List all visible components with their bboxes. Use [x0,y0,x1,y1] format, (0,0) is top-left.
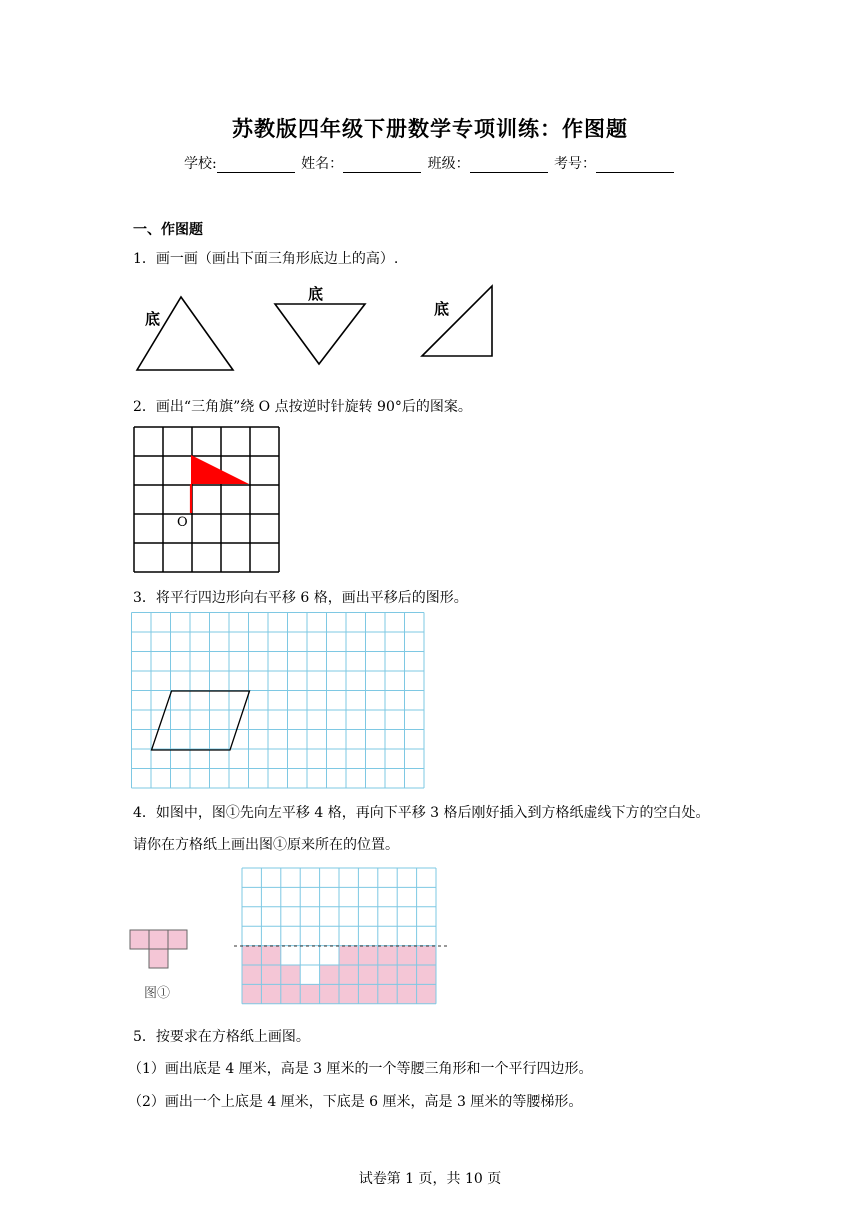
pink-cell [281,965,300,984]
question-4-text-line1: 4．如图中，图①先向左平移 4 格，再向下平移 3 格后刚好插入到方格纸虚线下方的空白处。 [133,805,710,821]
pink-cell [378,984,397,1003]
pink-cell [320,984,339,1003]
base-label-1: 底 [145,310,161,328]
school-blank[interactable] [217,158,295,173]
question-5-sub2: （2）画出一个上底是 4 厘米，下底是 6 厘米，高是 3 厘米的等腰梯形。 [128,1094,583,1110]
pink-cell [339,946,358,965]
pink-cell [261,946,280,965]
name-label: 姓名： [301,156,344,172]
question-4-grid [232,867,452,1009]
question-5-text: 5．按要求在方格纸上画图。 [133,1029,310,1045]
figure-1-label: 图① [144,986,171,1001]
page-title: 苏教版四年级下册数学专项训练：作图题 [232,116,628,141]
pink-cell [358,984,377,1003]
triangle-2 [275,304,365,364]
triangle-flag [191,455,249,484]
pink-cell [358,946,377,965]
pink-cell [397,965,416,984]
pink-cell [242,984,261,1003]
rotation-point-label: O [177,515,188,530]
pink-cell [300,984,319,1003]
triangle-1 [137,297,233,370]
question-1-triangles [125,280,505,375]
pink-cell [242,946,261,965]
pink-cell [417,946,436,965]
question-3-text: 3．将平行四边形向右平移 6 格，画出平移后的图形。 [133,590,468,606]
class-blank[interactable] [470,158,548,173]
class-label: 班级： [427,156,470,172]
figure-1-cell [130,930,149,949]
pink-cell [397,946,416,965]
page-footer: 试卷第 1 页，共 10 页 [358,1171,502,1187]
question-2-text: 2．画出“三角旗”绕 O 点按逆时针旋转 90°后的图案。 [133,399,472,415]
question-3-grid [131,612,428,792]
figure-1 [128,925,192,1005]
translation-grid [132,613,425,789]
pink-cell [378,965,397,984]
exam-number-blank[interactable] [596,158,674,173]
pink-cell [261,965,280,984]
section-title: 一、作图题 [133,222,203,238]
question-2-grid [133,426,281,574]
question-4-text-line2: 请你在方格纸上画出图①原来所在的位置。 [133,837,399,853]
base-label-3: 底 [434,300,450,318]
rotation-grid [134,427,279,572]
school-label: 学校: [183,156,217,172]
pink-cell [378,946,397,965]
triangle-3 [422,286,492,356]
pink-cell [281,984,300,1003]
pink-cell [339,965,358,984]
pink-cell [320,965,339,984]
question-1-text: 1．画一画（画出下面三角形底边上的高）. [133,251,399,267]
figure-1-cell [168,930,187,949]
name-blank[interactable] [343,158,421,173]
pink-cell [417,965,436,984]
student-info-line [0,153,860,173]
figure-1-cell [149,949,168,968]
pink-cell [339,984,358,1003]
pink-cell [242,965,261,984]
question-5-sub1: （1）画出底是 4 厘米，高是 3 厘米的一个等腰三角形和一个平行四边形。 [128,1061,593,1077]
pink-cell [397,984,416,1003]
pink-cell [261,984,280,1003]
pink-cell [417,984,436,1003]
exam-number-label: 考号： [554,156,597,172]
parallelogram [152,691,250,750]
base-label-2: 底 [308,285,324,303]
figure-1-cell [149,930,168,949]
pink-cell [358,965,377,984]
